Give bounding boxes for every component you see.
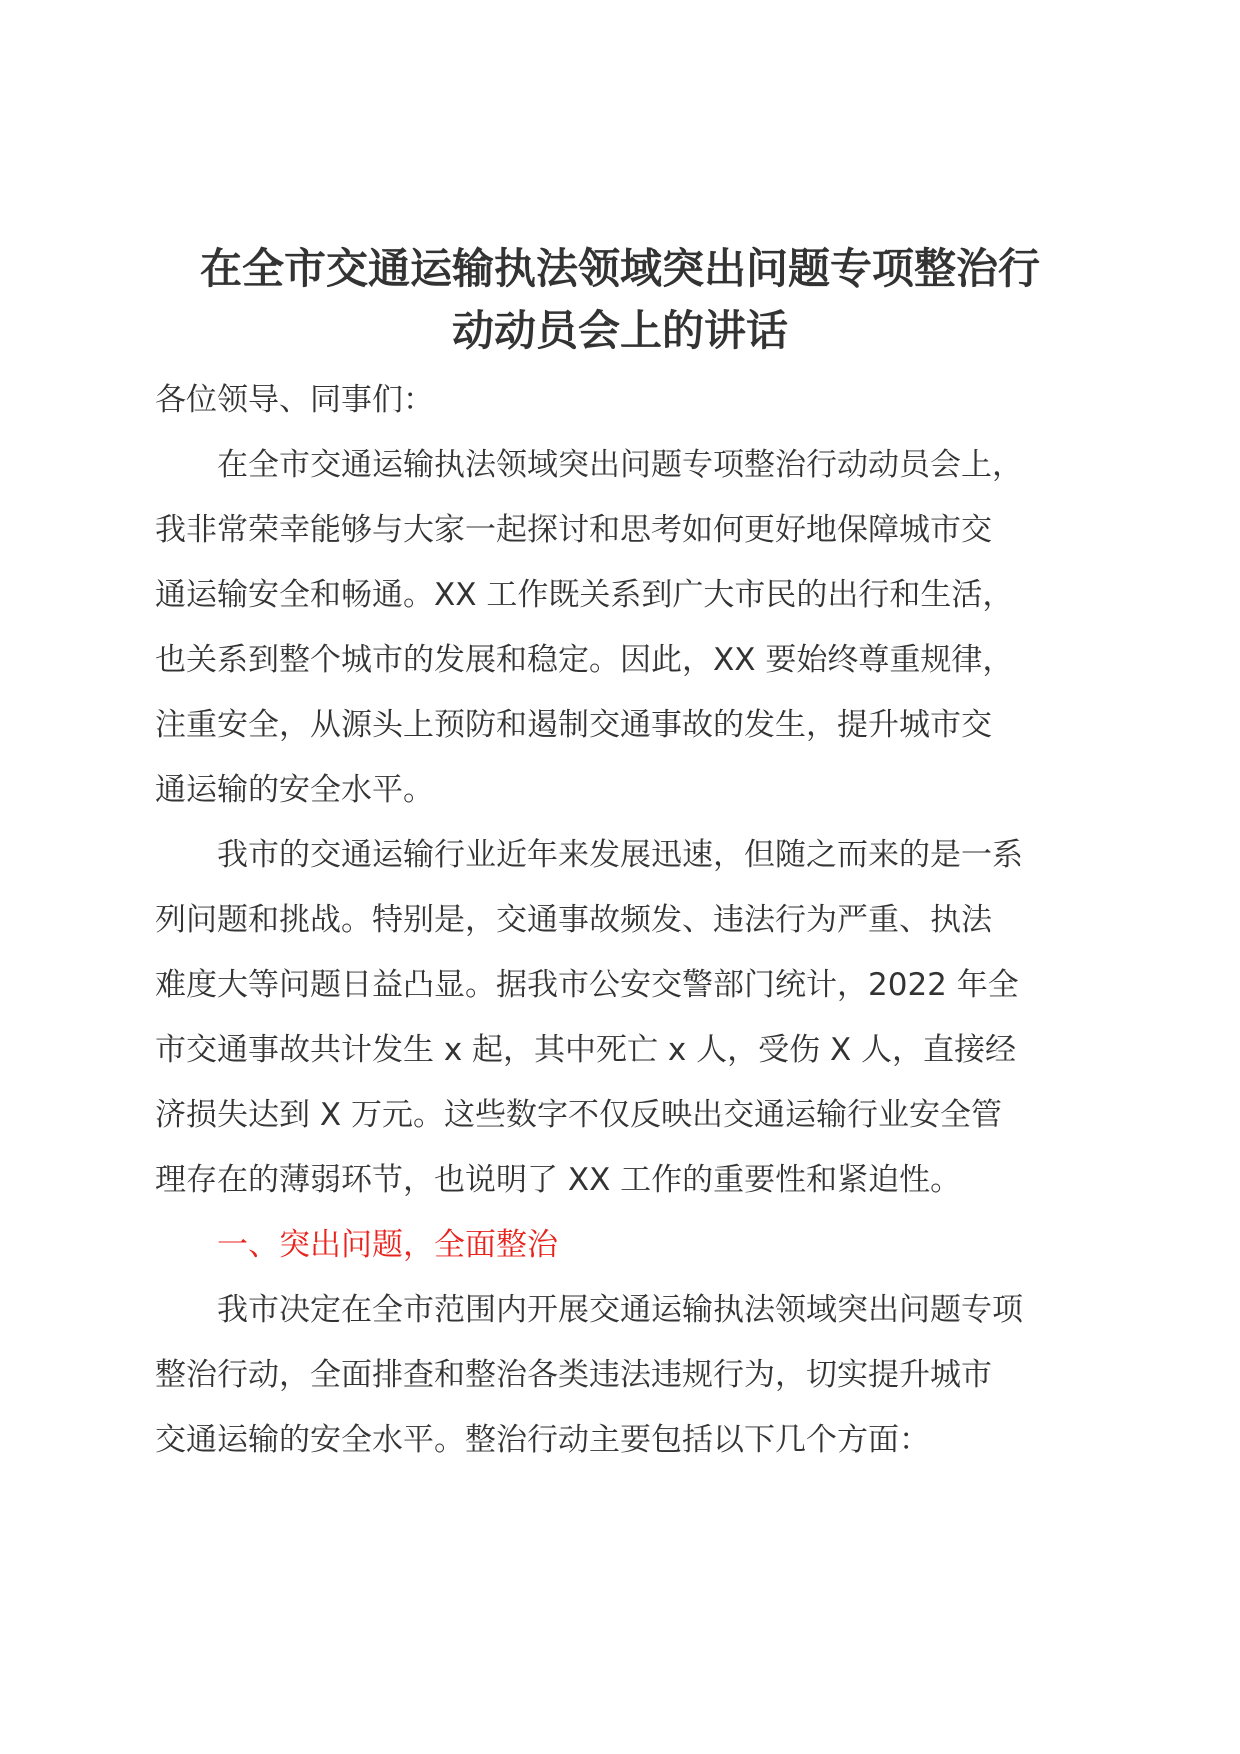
section-heading: 一、突出问题，全面整治 [217, 1227, 558, 1263]
paragraph-line: 在全市交通运输执法领域突出问题专项整治行动动员会上， [217, 447, 1023, 483]
salutation: 各位领导、同事们： [155, 382, 434, 418]
paragraph-line: 注重安全，从源头上预防和遏制交通事故的发生，提升城市交 [155, 707, 992, 743]
paragraph-line: 通运输的安全水平。 [155, 772, 434, 808]
paragraph-line: 难度大等问题日益凸显。据我市公安交警部门统计，2022 年全 [155, 967, 1019, 1003]
paragraph-line: 市交通事故共计发生 x 起，其中死亡 x 人，受伤 X 人，直接经 [155, 1032, 1017, 1068]
paragraph-line: 我市决定在全市范围内开展交通运输执法领域突出问题专项 [217, 1292, 1023, 1328]
paragraph-line: 理存在的薄弱环节，也说明了 XX 工作的重要性和紧迫性。 [155, 1162, 962, 1198]
document-title [155, 238, 1085, 362]
paragraph-line: 我市的交通运输行业近年来发展迅速，但随之而来的是一系 [217, 837, 1023, 873]
paragraph-1 [155, 433, 1085, 823]
paragraph-3 [155, 1278, 1085, 1473]
title-line-2: 动动员会上的讲话 [451, 306, 788, 355]
paragraph-line: 也关系到整个城市的发展和稳定。因此，XX 要始终尊重规律， [155, 642, 1014, 678]
title-line-1: 在全市交通运输执法领域突出问题专项整治行 [199, 244, 1040, 293]
document-body [155, 238, 1085, 1473]
paragraph-line: 济损失达到 X 万元。这些数字不仅反映出交通运输行业安全管 [155, 1097, 1002, 1133]
paragraph-line: 我非常荣幸能够与大家一起探讨和思考如何更好地保障城市交 [155, 512, 992, 548]
paragraph-line: 通运输安全和畅通。XX 工作既关系到广大市民的出行和生活， [155, 577, 1014, 613]
paragraph-line: 列问题和挑战。特别是，交通事故频发、违法行为严重、执法 [155, 902, 992, 938]
paragraph-2 [155, 823, 1085, 1213]
paragraph-line: 交通运输的安全水平。整治行动主要包括以下几个方面： [155, 1422, 930, 1458]
paragraph-line: 整治行动，全面排查和整治各类违法违规行为，切实提升城市 [155, 1357, 992, 1393]
